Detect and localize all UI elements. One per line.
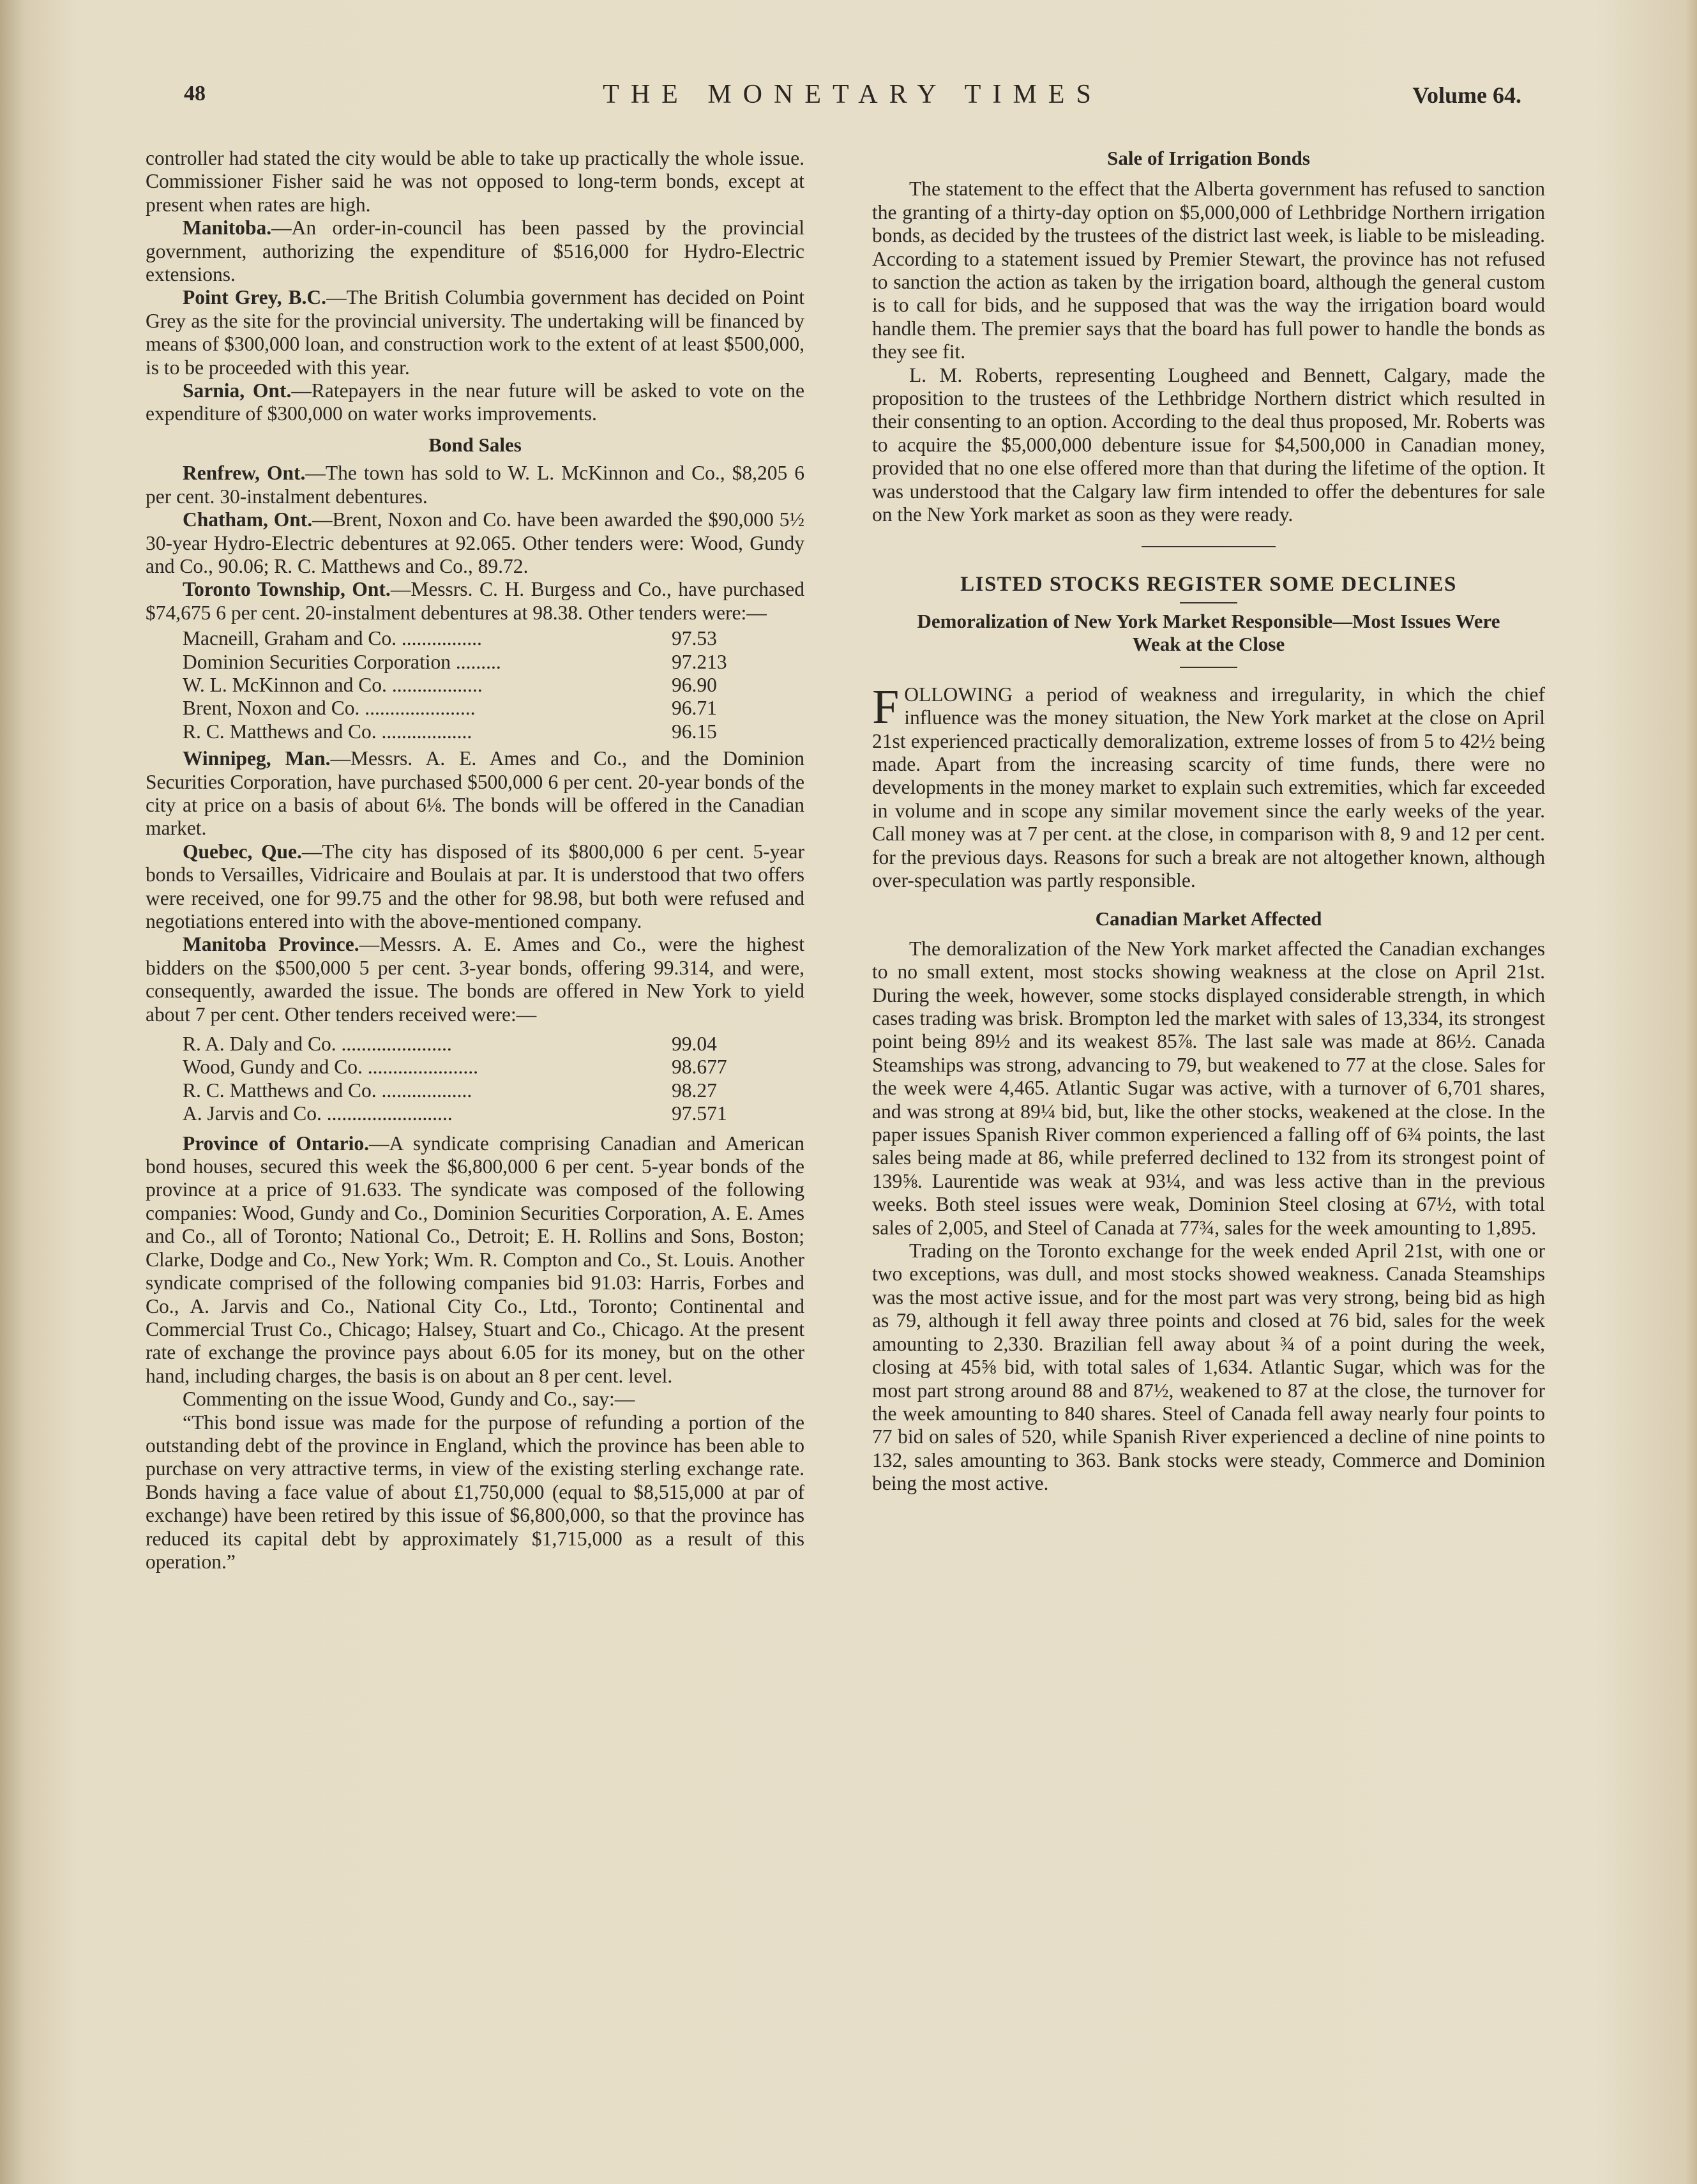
item-lead: Manitoba Province. — [183, 933, 359, 956]
section-divider — [1142, 546, 1276, 547]
page-number: 48 — [184, 82, 206, 105]
tender-name: Macneill, Graham and Co. — [183, 627, 402, 650]
tender-name: W. L. McKinnon and Co. — [183, 673, 392, 696]
table-row — [183, 697, 727, 720]
table-row — [183, 1102, 727, 1125]
item-text: —An order-in-council has been passed by the provincial government, authorizing the expenditure of $516,000 for Hydro-Electric extensions. — [146, 216, 804, 286]
tender-name: Brent, Noxon and Co. — [183, 697, 365, 720]
tenders-table-manitoba — [183, 1033, 727, 1126]
section-heading-canadian-market: Canadian Market Affected — [1095, 907, 1322, 930]
table-row — [183, 1056, 727, 1079]
item-lead: Chatham, Ont. — [183, 508, 313, 531]
item-text: —A syndicate comprising Canadian and American bond houses, secured this week the $6,800,000 6 per cent. 5-year bonds of the province at a price of 91.633. The syndicate was composed of the following companies: Wood, Gundy and Co., Dominion Securities Corporation, A. E. Ames and Co., all of Toronto; National Co., Detroit; E. H. Rollins and Sons, Boston; Clarke, Dodge and Co., New York; Wm. R. Compton and Co., St. Louis. Another syndicate comprised of the following companies bid 91.03: Harris, Forbes and Co., A. Jarvis and Co., National City Co., Ltd., Toronto; Continental and Commercial Trust Co., Chicago; Halsey, Stuart and Co., Chicago. At the present rate of exchange the province pays about 6.05 for its money, but on the other hand, including charges, the basis is on about an 8 per cent. level. — [146, 1132, 804, 1387]
table-row — [183, 1079, 727, 1102]
item-sarnia — [146, 379, 804, 426]
item-text: —Messrs. A. E. Ames and Co., were the highest bidders on the $500,000 5 per cent. 3-year bonds, offering 99.314, and were, consequently, awarded the issue. The bonds are offered in New York to yield about 7 per cent. Other tenders received were:— — [146, 933, 804, 1026]
item-text: —The town has sold to W. L. McKinnon and Co., $8,205 6 per cent. 30-instalment debentures. — [146, 462, 804, 508]
tender-name: Wood, Gundy and Co. — [183, 1056, 368, 1079]
section-heading-bond-sales: Bond Sales — [428, 433, 522, 456]
paragraph-canadian-2: Trading on the Toronto exchange for the week ended April 21st, with one or two exceptions, was dull, and most stocks showed weakness. Canada Steamships was the most active issue, and for the most part was very strong, being bid as high as 79, although it fell away three points and closed at 76 bid, sales for the week amounting to 2,330. Brazilian fell away about ¾ of a point during the week, closing at 45⅝ bid, with total sales of 1,634. Atlantic Sugar, which was for the most part strong around 88 and 87½, weakened to 87 at the close, the turnover for the week amounting to 840 shares. Steel of Canada fell away nearly four points to 77 bid on sales of 520, while Spanish River experienced a decline of nine points to 132, sales amounting to 363. Bank stocks were steady, Commerce and Dominion being the most active. — [872, 1240, 1545, 1495]
leader-dots: ......... — [455, 650, 501, 673]
right-column — [872, 147, 1545, 1496]
item-toronto-township — [146, 578, 804, 625]
paragraph-canadian-1: The demoralization of the New York market affected the Canadian exchanges to no small extent, most stocks showing weakness at the close on April 21st. During the week, however, some stocks displayed considerable strength, in which cases trading was brisk. Brompton led the market with sales of 13,334, its strongest point being 89½ and its weakest 85⅞. The last sale was made at 86½. Canada Steamships was strong, advancing to 79, but weakened to 77 at the close. Sales for the week were 4,465. Atlantic Sugar was active, with a turnover of 6,701 shares, and was strong at 89¼ bid, but, like the other stocks, weakened at the close. In the paper issues Spanish River common experienced a falling off of 6¾ points, the last sales being made at 86, while preferred declined to 132 from its strongest point of 139⅝. Laurentide was weak at 93¼, and was less active than in the previous weeks. Both steel issues were weak, Dominion Steel closing at 67½, with total sales of 2,005, and Steel of Canada at 77¾, sales for the week amounting to 1,895. — [872, 937, 1545, 1239]
left-column — [146, 147, 804, 1574]
paragraph-quote: “This bond issue was made for the purpose of refunding a portion of the outstanding debt of the province in England, which the province has been able to purchase on very attractive terms, in view of the existing sterling exchange rate. Bonds having a face value of about £1,750,000 (equal to $8,515,000 at par of exchange) have been retired by this issue of $6,800,000, so that the province has reduced its capital debt by approximately $1,715,000 as a result of this operation.” — [146, 1411, 804, 1573]
tender-value: 96.71 — [672, 697, 717, 720]
tender-value: 97.213 — [672, 650, 727, 673]
article-subheadline: Demoralization of New York Market Responsible—Most Issues Were Weak at the Close — [917, 609, 1500, 656]
tender-name: R. A. Daly and Co. — [183, 1033, 342, 1056]
paragraph-irrigation-2: L. M. Roberts, representing Lougheed and Bennett, Calgary, made the proposition to the trustees of the Lethbridge Northern district which resulted in their consenting to an option. According to the deal thus proposed, Mr. Roberts was to acquire the $5,000,000 debenture issue for $4,500,000 in Canadian money, provided that no one else offered more than that during the lifetime of the option. It was understood that the Calgary law firm intended to offer the debentures for sale on the New York market as soon as they were ready. — [872, 363, 1545, 526]
table-row — [183, 720, 727, 743]
paragraph-text: OLLOWING a period of weakness and irregularity, in which the chief influence was the money situation, the New York market at the close on April 21st experienced practically demoralization, extreme losses of from 5 to 42½ being made. Apart from the increasing scarcity of time funds, there were no developments in the money market to explain such extremities, which far exceeded in volume and in scope any similar movement since the early weeks of the year. Call money was at 7 per cent. at the close, in comparison with 8, 9 and 12 per cent. for the previous days. Reasons for such a break are not altogether known, although over-speculation was partly responsible. — [872, 683, 1545, 891]
leader-dots: .................. — [381, 720, 472, 743]
tender-value: 96.15 — [672, 720, 717, 743]
section-heading-irrigation: Sale of Irrigation Bonds — [1107, 147, 1310, 169]
leader-dots: ...................... — [367, 1056, 478, 1079]
tender-value: 97.571 — [672, 1102, 727, 1125]
table-row — [183, 651, 727, 674]
tender-name: R. C. Matthews and Co. — [183, 720, 382, 743]
subheadline-divider — [1180, 667, 1237, 668]
item-text: —Brent, Noxon and Co. have been awarded the $90,000 5½ 30-year Hydro-Electric debentures at 92.065. Other tenders were: Wood, Gundy and Co., 90.06; R. C. Matthews and Co., 89.72. — [146, 508, 805, 577]
paragraph-following — [872, 679, 1545, 893]
item-lead: Renfrew, Ont. — [183, 462, 306, 485]
tender-name: Dominion Securities Corporation — [183, 650, 456, 673]
item-lead: Quebec, Que. — [183, 840, 302, 863]
item-text: —The British Columbia government has decided on Point Grey as the site for the provincial university. The undertaking will be financed by means of $300,000 loan, and construction work to the extent of at least $500,000, is to be proceeded with this year. — [146, 286, 804, 379]
item-winnipeg — [146, 747, 804, 840]
leader-dots: ......................... — [326, 1102, 453, 1125]
item-point-grey — [146, 286, 804, 379]
item-text: —Messrs. A. E. Ames and Co., and the Dominion Securities Corporation, have purchased $500,000 6 per cent. 20-year bonds of the city at price on a basis of about 6⅛. The bonds will be offered in the Canadian market. — [146, 747, 804, 840]
item-text: —Messrs. C. H. Burgess and Co., have purchased $74,675 6 per cent. 20-instalment debentures at 98.38. Other tenders were:— — [146, 578, 805, 624]
item-lead: Toronto Township, Ont. — [183, 578, 391, 601]
paragraph-irrigation-1: The statement to the effect that the Alberta government has refused to sanction the granting of a thirty-day option on $5,000,000 of Lethbridge Northern irrigation bonds, as decided by the trustees of the district last week, is liable to be misleading. According to a statement issued by Premier Stewart, the province has not refused to sanction the action as taken by the irrigation board, although the general custom is to call for bids, and he supposed that was the way the irrigation board would handle them. The premier says that the board has full power to handle the bonds as they see fit. — [872, 178, 1545, 363]
item-manitoba — [146, 216, 804, 286]
tender-value: 97.53 — [672, 627, 717, 650]
article-headline: LISTED STOCKS REGISTER SOME DECLINES — [960, 572, 1457, 596]
item-lead: Province of Ontario. — [183, 1132, 370, 1155]
tender-name: A. Jarvis and Co. — [183, 1102, 327, 1125]
leader-dots: ................ — [401, 627, 482, 650]
item-manitoba-province — [146, 933, 804, 1026]
headline-divider — [1180, 602, 1237, 603]
item-text: —The city has disposed of its $800,000 6 per cent. 5-year bonds to Versailles, Vidricaire and Boulais at par. It is understood that two offers were received, one for 99.75 and the other for 98.98, but both were refused and negotiations entered into with the above-mentioned company. — [146, 840, 804, 932]
table-row — [183, 674, 727, 697]
item-renfrew — [146, 462, 804, 508]
page-header — [184, 82, 1521, 120]
tender-value: 99.04 — [672, 1033, 717, 1056]
table-row — [183, 627, 727, 650]
tender-value: 98.27 — [672, 1079, 717, 1102]
item-lead: Winnipeg, Man. — [183, 747, 331, 770]
paragraph-commenting: Commenting on the issue Wood, Gundy and Co., say:— — [183, 1388, 635, 1411]
publication-title: THE MONETARY TIMES — [603, 80, 1103, 109]
leader-dots: .................. — [391, 673, 483, 696]
table-row — [183, 1033, 727, 1056]
paragraph-continued: controller had stated the city would be able to take up practically the whole issue. Commissioner Fisher said he was not opposed to long-term bonds, except at present when rates are high. — [146, 147, 804, 216]
tenders-table-toronto — [183, 627, 727, 743]
tender-value: 96.90 — [672, 673, 717, 696]
tender-name: R. C. Matthews and Co. — [183, 1079, 382, 1102]
item-lead: Point Grey, B.C. — [183, 286, 327, 309]
tender-value: 98.677 — [672, 1056, 727, 1079]
item-lead: Manitoba. — [183, 216, 272, 239]
leader-dots: ...................... — [341, 1033, 452, 1056]
item-text: —Ratepayers in the near future will be asked to vote on the expenditure of $300,000 on water works improvements. — [146, 379, 805, 425]
item-province-of-ontario — [146, 1132, 804, 1388]
leader-dots: .................. — [381, 1079, 472, 1102]
item-lead: Sarnia, Ont. — [183, 379, 292, 402]
volume-label: Volume 64. — [1412, 82, 1521, 108]
item-quebec — [146, 840, 804, 934]
item-chatham — [146, 508, 804, 578]
drop-cap: F — [872, 679, 900, 734]
leader-dots: ...................... — [365, 697, 476, 720]
